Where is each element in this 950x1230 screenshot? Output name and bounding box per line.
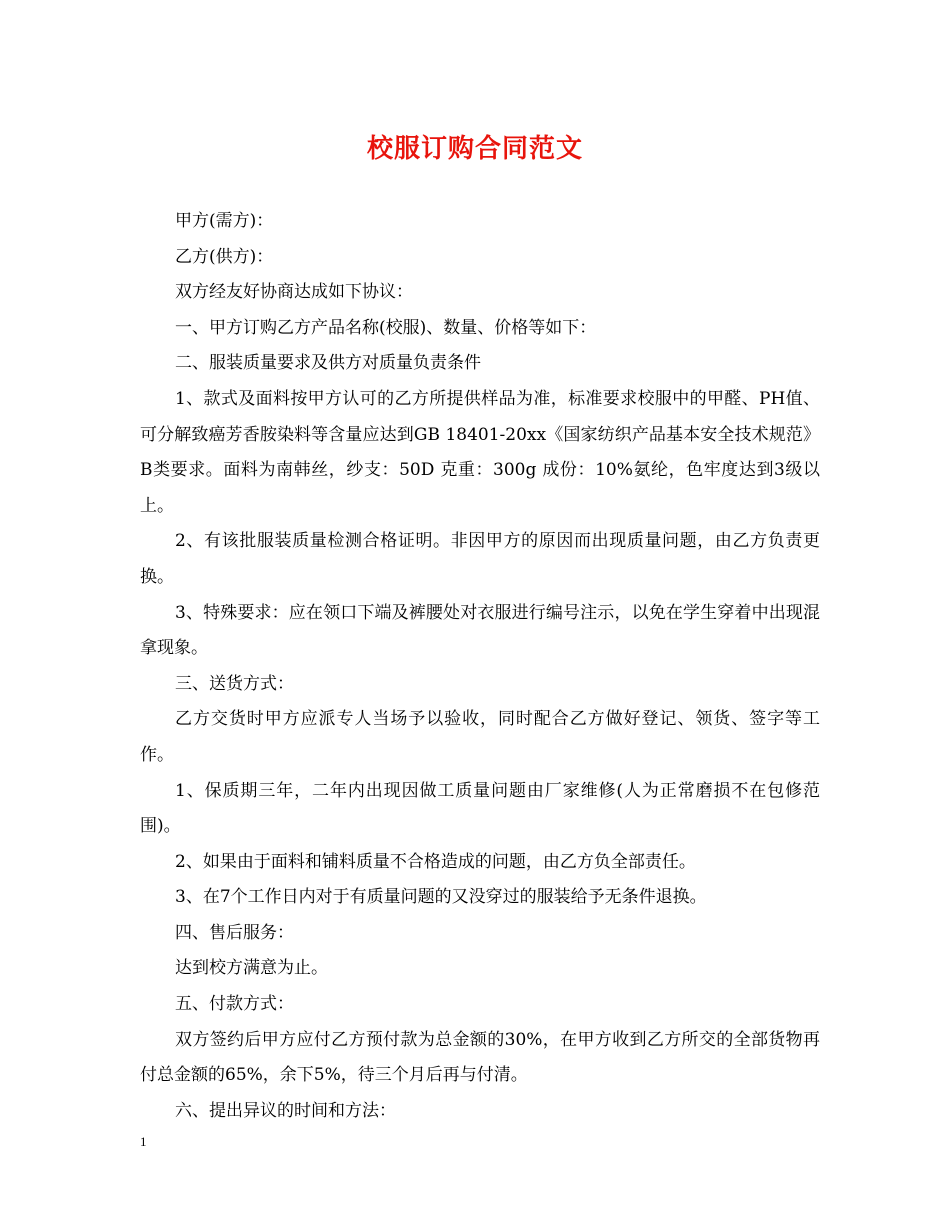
party-a-line: 甲方(需方)： (175, 211, 274, 231)
page-number: 1 (140, 1134, 147, 1149)
section-1-heading: 一、甲方订购乙方产品名称(校服)、数量、价格等如下： (175, 317, 597, 338)
document-title: 校服订购合同范文 (366, 134, 583, 164)
section-4-body: 达到校方满意为止。 (175, 958, 328, 979)
section-5-body: 双方签约后甲方应付乙方预付款为总金额的30%，在甲方收到乙方所交的全部货物再付总金额的65%，余下5%，待三个月后再与付清。 (140, 1029, 820, 1086)
section-3-body: 乙方交货时甲方应派专人当场予以验收，同时配合乙方做好登记、领货、签字等工作。 (140, 709, 820, 765)
agreement-intro: 双方经友好协商达成如下协议： (175, 282, 413, 303)
section-2-item-1: 1、款式及面料按甲方认可的乙方所提供样品为准，标准要求校服中的甲醛、PH值、可分解致癌芳香胺染料等含量应达到GB 18401-20xx《国家纺织产品基本安全技术规范》B类要求。面料为南韩丝，纱支：50D 克重：300g 成份：10%氨纶，色牢度达到3级以上。 (140, 388, 820, 516)
section-4-heading: 四、售后服务： (175, 922, 294, 943)
section-3-heading: 三、送货方式： (175, 673, 294, 694)
document-body (140, 204, 820, 1129)
section-3-item-2: 2、如果由于面料和铺料质量不合格造成的问题，由乙方负全部责任。 (175, 851, 696, 872)
section-2-item-2: 2、有该批服装质量检测合格证明。非因甲方的原因而出现质量问题，由乙方负责更换。 (140, 531, 820, 587)
section-3-item-3: 3、在7个工作日内对于有质量问题的又没穿过的服装给予无条件退换。 (175, 887, 707, 908)
section-5-heading: 五、付款方式： (175, 994, 294, 1015)
section-2-heading: 二、服装质量要求及供方对质量负责条件 (175, 353, 481, 374)
section-6-heading: 六、提出异议的时间和方法： (175, 1100, 396, 1121)
party-b-line: 乙方(供方)： (175, 246, 274, 267)
section-3-item-1: 1、保质期三年，二年内出现因做工质量问题由厂家维修(人为正常磨损不在包修范围)。 (140, 780, 820, 837)
section-2-item-3: 3、特殊要求：应在领口下端及裤腰处对衣服进行编号注示，以免在学生穿着中出现混拿现象。 (140, 602, 820, 659)
